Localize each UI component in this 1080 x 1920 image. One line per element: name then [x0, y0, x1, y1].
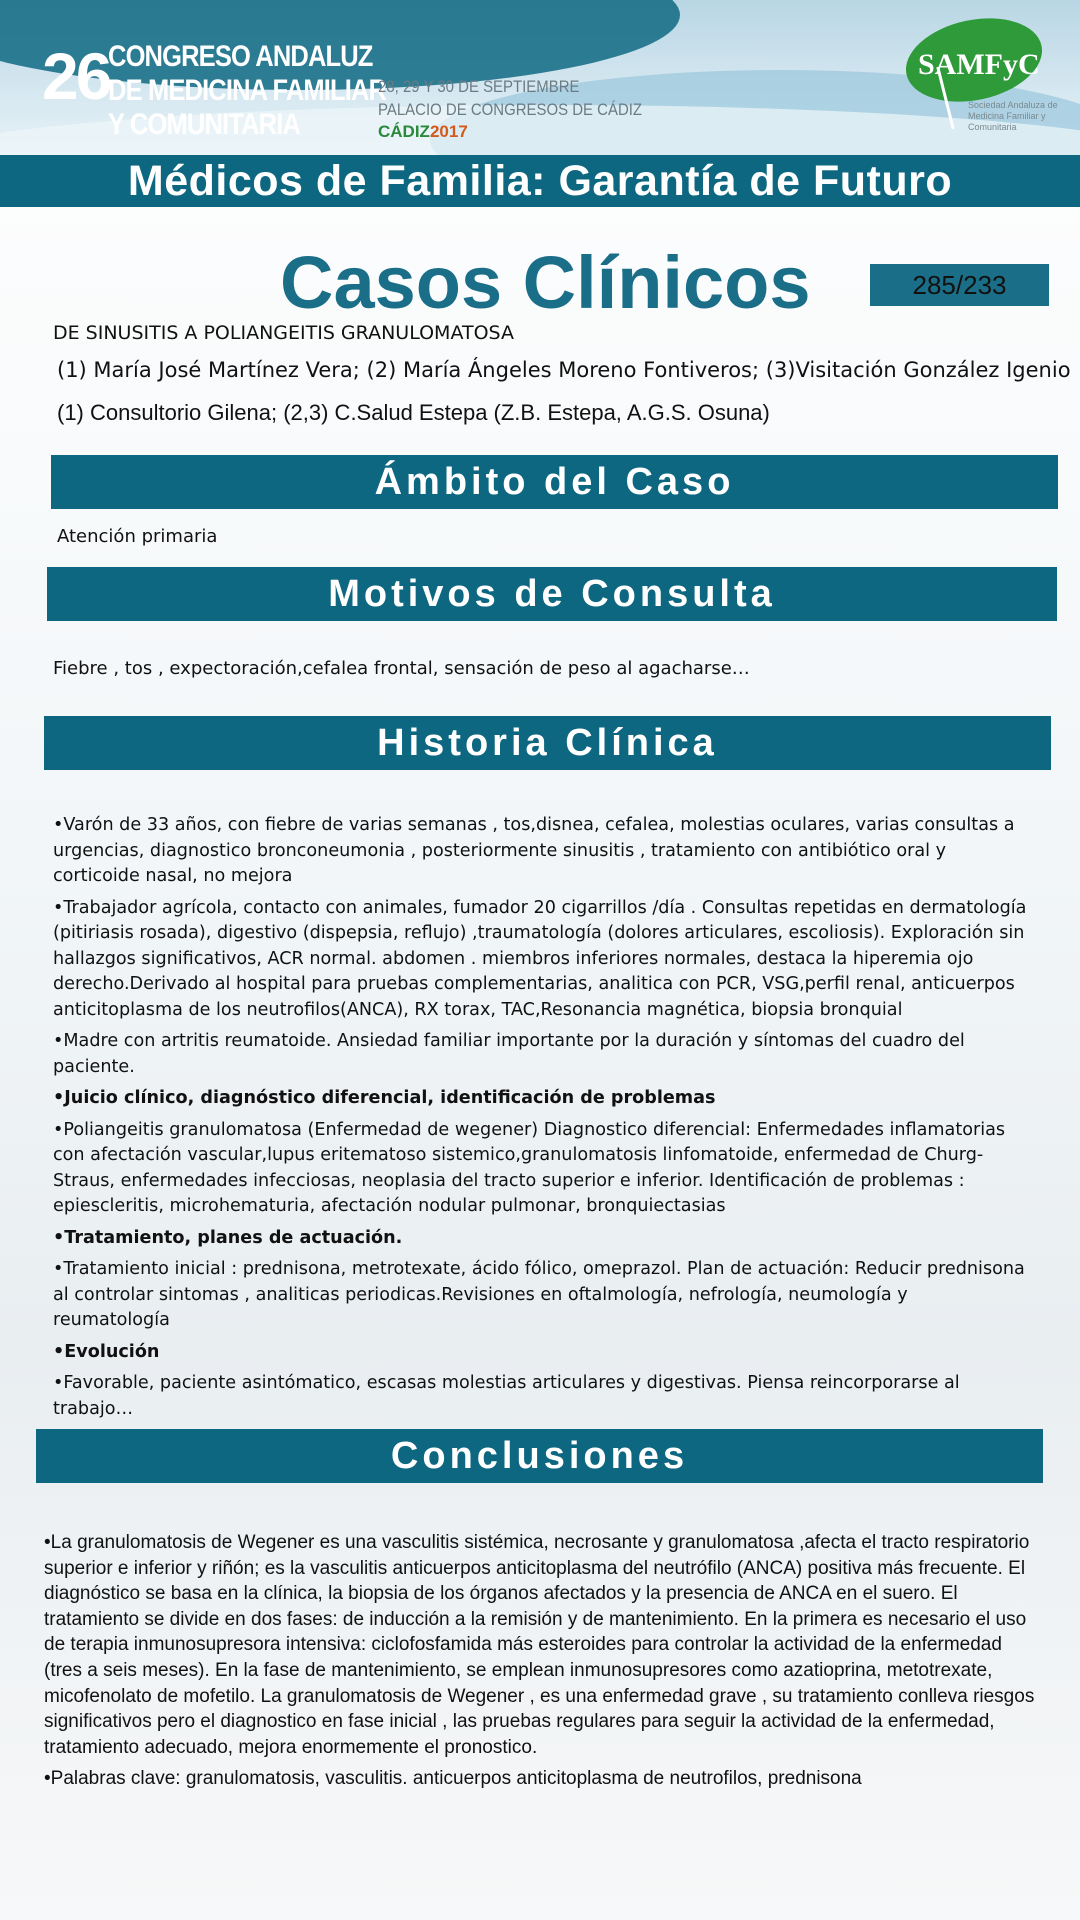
congress-dates: 28, 29 Y 30 DE SEPTIEMBRE: [378, 77, 580, 96]
congress-title-line: CONGRESO ANDALUZ: [108, 40, 373, 73]
congress-title-line: DE MEDICINA FAMILIAR: [108, 74, 387, 107]
samfyc-logo-subtitle: Sociedad Andaluza de Medicina Familiar y Comunitaria: [968, 100, 1058, 132]
historia-subheading: •Juicio clínico, diagnóstico diferencial, identificación de problemas: [53, 1088, 716, 1108]
tagline: Médicos de Familia: Garantía de Futuro: [127, 156, 953, 205]
historia-paragraph: •Tratamiento inicial : prednisona, metrotexate, ácido fólico, omeprazol. Plan de actuación: Reducir prednisona al controlar sintomas , analiticas periodicas.Revisiones en oftalmología, nefrología, neumología y reumatología: [53, 1259, 1025, 1330]
affiliations: (1) Consultorio Gilena; (2,3) C.Salud Estepa (Z.B. Estepa, A.G.S. Osuna): [57, 400, 770, 425]
conclusiones-body: [44, 1530, 1042, 1798]
historia-subheading: •Evolución: [53, 1341, 160, 1362]
historia-paragraph: •Madre con artritis reumatoide. Ansiedad familiar importante por la duración y síntomas del cuadro del paciente.: [53, 1031, 965, 1077]
section-heading-ambito: Ámbito del Caso: [51, 455, 1058, 509]
congress-title-line: Y COMUNITARIA: [108, 108, 301, 141]
congress-city: CÁDIZ: [378, 122, 430, 141]
historia-paragraph: •Trabajador agrícola, contacto con animales, fumador 20 cigarrillos /día . Consultas repetidas en dermatología (pitiriasis rosada), digestivo (dispepsia, reflujo) ,traumatología (dolores articulares, escoliosis). Exploración sin hallazgos significativos, ACR normal. abdomen . miembros inferiores normales, destaca la hiperemia ojo derecho.Derivado al hospital para pruebas complementarias, analitica con PCR, VSG,perfil renal, anticuerpos anticitoplasma de los neutrofilos(ANCA), RX torax, TAC,Resonancia magnética, biopsia bronquial: [53, 897, 1027, 1020]
section-heading-historia: Historia Clínica: [44, 716, 1051, 770]
historia-paragraph: •Favorable, paciente asintómatico, escasas molestias articulares y digestivas. Piensa reincorporarse al trabajo…: [53, 1373, 960, 1419]
section-heading-conclusiones: Conclusiones: [36, 1429, 1043, 1483]
samfyc-logo: SAMFyC: [918, 48, 1040, 81]
case-code-badge: 285/233: [870, 264, 1049, 306]
tagline-bar: [0, 155, 1080, 207]
historia-subheading: •Tratamiento, planes de actuación.: [53, 1227, 403, 1248]
congress-number: 26: [42, 39, 110, 113]
congress-banner: [0, 0, 1080, 155]
congress-year: 2017: [429, 122, 468, 141]
page-title: Casos Clínicos: [280, 241, 811, 324]
historia-paragraph: •Varón de 33 años, con fiebre de varias semanas , tos,disnea, cefalea, molestias oculares, varias consultas a urgencias, diagnostico bronconeumonia , posteriormente sinusitis , tratamiento con antibiótico oral y corticoide nasal, no mejora: [53, 815, 1015, 886]
conclusiones-paragraph: •La granulomatosis de Wegener es una vasculitis sistémica, necrosante y granulomatosa ,afecta el tracto respiratorio superior e inferior y riñón; es la vasculitis anticuerpos anticitoplasma del neutrófilo (ANCA) positiva más frecuente. El diagnóstico se basa en la clínica, la biopsia de los órganos afectados y la presencia de ANCA en el suero. El tratamiento se divide en dos fases: de inducción a la remisión y de mantenimiento. En la primera es necesario el uso de terapia inmunosupresora intensiva: ciclofosfamida más esteroides para controlar la actividad de la enfermedad (tres a seis meses). En la fase de mantenimiento, se emplean inmunosupresores como azatioprina, metotrexate, micofenolato de mofetilo. La granulomatosis de Wegener , es una enfermedad grave , su tratamiento conlleva riesgos significativos pero el diagnostico en fase inicial , las pruebas regulares para seguir la actividad de la enfermedad, tratamiento adecuado, mejora enormemente el pronostico.: [44, 1532, 1035, 1758]
motivos-text: Fiebre , tos , expectoración,cefalea frontal, sensación de peso al agacharse…: [53, 658, 750, 679]
section-heading-motivos: Motivos de Consulta: [47, 567, 1057, 621]
congress-venue: PALACIO DE CONGRESOS DE CÁDIZ: [378, 100, 643, 119]
historia-paragraph: •Poliangeitis granulomatosa (Enfermedad de wegener) Diagnostico diferencial: Enfermedades inflamatorias con afectación vascular,lupus eritematoso sistemico,granulomatosis linfomatoide, enfermedad de Churg-Straus, enfermedades infecciosas, neoplasia del tracto superior e inferior. Identificación de problemas : epiescleritis, microhematuria, afectación nodular pulmonar, bronquiectasias: [53, 1119, 1006, 1216]
historia-body: [53, 813, 1028, 1428]
conclusiones-paragraph: •Palabras clave: granulomatosis, vasculitis. anticuerpos anticitoplasma de neutrofilos, prednisona: [44, 1768, 862, 1790]
ambito-text: Atención primaria: [57, 526, 218, 547]
case-title: DE SINUSITIS A POLIANGEITIS GRANULOMATOSA: [53, 322, 514, 344]
authors: (1) María José Martínez Vera; (2) María Ángeles Moreno Fontiveros; (3)Visitación González Igenio: [57, 358, 1071, 382]
congress-title: [108, 40, 386, 142]
congress-city-year: [378, 122, 468, 142]
